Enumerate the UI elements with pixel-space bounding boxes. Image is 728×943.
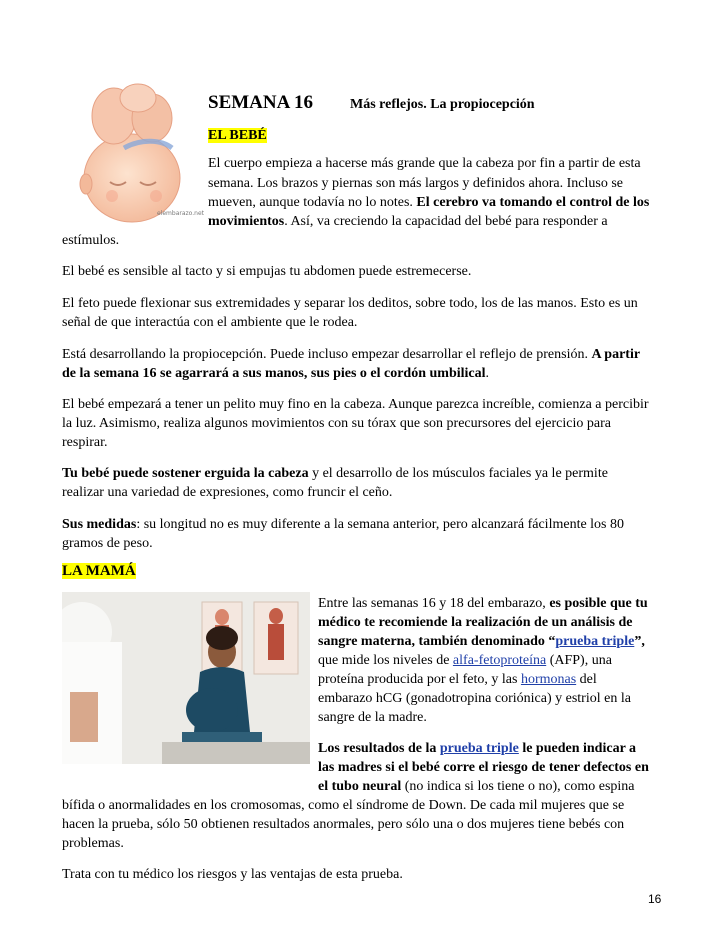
mom-p2-line-3: el tubo neural (no indica si los tiene o no), como espina (318, 779, 635, 794)
paragraph-fetus-line-2: señal de que interactúa con el ambiente que le rodea. (62, 315, 358, 330)
doctor-patient-photo (62, 592, 310, 764)
intro-line-2: semana. Los brazos y piernas son más largos y definidos ahora. Incluso se (208, 176, 623, 191)
mom-p1-line-6: embarazo hCG (gonadotropina coriónica) y estriol en la (318, 691, 631, 706)
baby-illustration (62, 78, 202, 228)
mom-p1-line-7: sangre de la madre. (318, 710, 427, 725)
intro-line-1: El cuerpo empieza a hacerse más grande que la cabeza por fin a partir de esta (208, 156, 641, 171)
paragraph-head-line-1: Tu bebé puede sostener erguida la cabeza y el desarrollo de los músculos faciales ya le permite (62, 466, 608, 481)
paragraph-hair-line-3: respirar. (62, 435, 108, 450)
image-watermark: elembarazo.net (157, 210, 204, 217)
mom-p3: Trata con tu médico los riesgos y las ventajas de esta prueba. (62, 867, 403, 882)
paragraph-fetus-line-1: El feto puede flexionar sus extremidades y separar los deditos, sobre todo, los de las manos. Esto es un (62, 296, 638, 311)
link-prueba-triple[interactable]: prueba triple (555, 634, 635, 649)
paragraph-proprio-line-2: de la semana 16 se agarrará a sus manos, sus pies o el cordón umbilical. (62, 366, 490, 381)
mom-p2-line-2: las madres si el bebé corre el riesgo de tener defectos en (318, 760, 649, 775)
mom-p2-line-5: hacen la prueba, sólo 50 obtienen resultados anormales, pero sólo una o dos mujeres tiene bebés con (62, 817, 625, 832)
paragraph-proprio-line-1: Está desarrollando la propiocepción. Puede incluso empezar desarrollar el reflejo de prensión. A partir (62, 347, 641, 362)
paragraph-head-line-2: realizar una variedad de expresiones, como fruncir el ceño. (62, 485, 393, 500)
link-prueba-triple-2[interactable]: prueba triple (439, 741, 519, 756)
paragraph-hair-line-1: El bebé empezará a tener un pelito muy fino en la cabeza. Aunque parezca increíble, comienza a percibir (62, 397, 649, 412)
paragraph-hair-line-2: la luz. Asimismo, realiza algunos movimientos con su tórax que son precursores del ejercicio para (62, 416, 611, 431)
link-alfa-fetoproteina[interactable]: alfa-fetoproteína (452, 653, 547, 668)
mom-p1-line-1: Entre las semanas 16 y 18 del embarazo, es posible que tu (318, 596, 648, 611)
section-heading-mom: LA MAMÁ (62, 563, 136, 579)
mom-p1-line-3: sangre materna, también denominado “prueba triple”, (318, 634, 645, 649)
paragraph-measures-line-1: Sus medidas: su longitud no es muy diferente a la semana anterior, pero alcanzará fácilmente los 80 (62, 517, 625, 532)
mom-p1-line-2: médico te recomiende la realización de un análisis de (318, 615, 633, 630)
paragraph-touch: El bebé es sensible al tacto y si empujas tu abdomen puede estremecerse. (62, 264, 472, 279)
mom-p1-line-4: que mide los niveles de alfa-fetoproteína (AFP), una (318, 653, 612, 668)
page-number: 16 (648, 892, 662, 906)
page-title: SEMANA 16 (208, 92, 314, 113)
intro-line-3: mueven, aunque todavía no lo notes. El cerebro va tomando el control de los (208, 195, 650, 210)
section-heading-baby: EL BEBÉ (208, 128, 267, 143)
mom-p2-line-4: bífida o anormalidades en los cromosomas, como el síndrome de Down. De cada mil mujeres que se (62, 798, 625, 813)
page-subtitle: Más reflejos. La propiocepción (350, 97, 535, 112)
mom-p2-line-1: Los resultados de la prueba triple le pueden indicar a (318, 741, 637, 756)
intro-line-5: estímulos. (62, 233, 120, 248)
link-hormonas[interactable]: hormonas (520, 672, 577, 687)
mom-p1-line-5: proteína producida por el feto, y las hormonas del (318, 672, 597, 687)
mom-p2-line-6: problemas. (62, 836, 124, 851)
paragraph-measures-line-2: gramos de peso. (62, 536, 153, 551)
intro-line-4: movimientos. Así, va creciendo la capacidad del bebé para responder a (208, 214, 608, 229)
